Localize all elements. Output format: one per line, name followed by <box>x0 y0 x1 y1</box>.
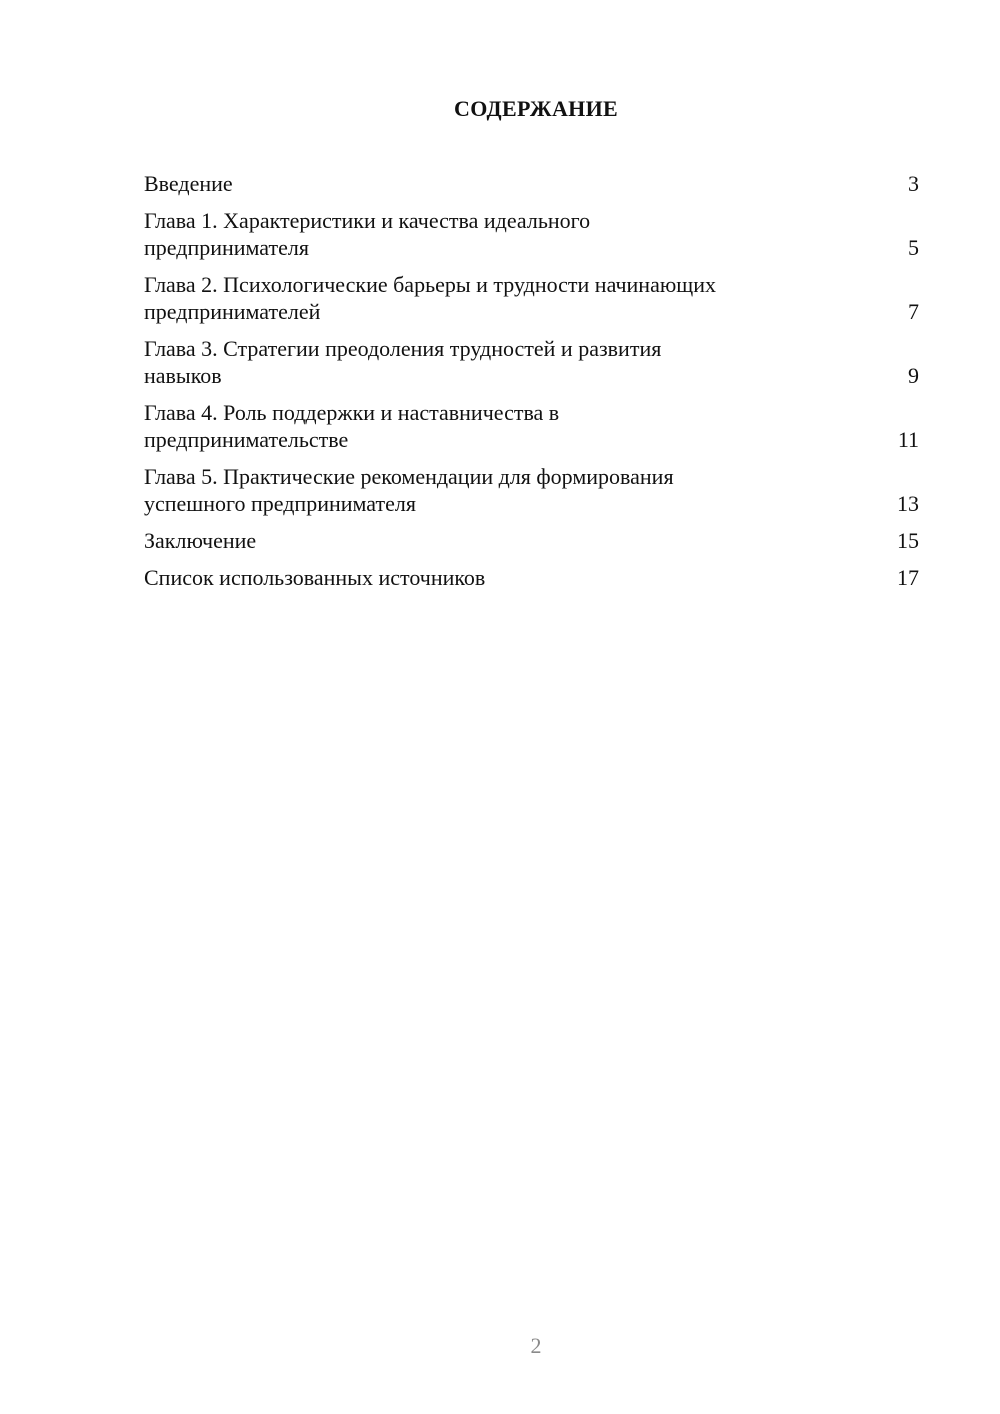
toc-heading: СОДЕРЖАНИЕ <box>454 96 618 121</box>
toc-entry-title <box>144 170 824 197</box>
toc-entry-chapter-1 <box>144 207 919 261</box>
toc-entry-page: 7 <box>908 299 919 324</box>
toc-entry-references <box>144 564 919 591</box>
toc-entry-chapter-4 <box>144 399 919 453</box>
toc-entry-conclusion <box>144 527 919 554</box>
toc-entry-page: 11 <box>897 427 919 452</box>
toc-entry-chapter-2 <box>144 271 919 325</box>
toc-entry-page: 15 <box>897 528 919 553</box>
toc-entry-line: Глава 5. Практические рекомендации для формирования <box>144 464 674 489</box>
toc-entry-title <box>144 399 824 453</box>
toc-entry-title <box>144 335 824 389</box>
toc-entry-chapter-5 <box>144 463 919 517</box>
toc-entry-line: предпринимательстве <box>144 427 349 452</box>
toc-entry-line: успешного предпринимателя <box>144 491 416 516</box>
toc-entry-line: Глава 3. Стратегии преодоления трудностей и развития <box>144 336 662 361</box>
page-number: 2 <box>530 1333 542 1358</box>
toc-entry-page: 9 <box>908 363 919 388</box>
toc-entry-chapter-3 <box>144 335 919 389</box>
toc-entry-introduction <box>144 170 919 197</box>
toc-entry-title <box>144 463 824 517</box>
toc-entry-line: предпринимателей <box>144 299 321 324</box>
toc-entry-page: 3 <box>908 171 919 196</box>
toc-entry-title <box>144 564 824 591</box>
toc-entry-line: Заключение <box>144 528 257 553</box>
toc-entry-title <box>144 527 824 554</box>
toc-entry-line: Глава 1. Характеристики и качества идеального <box>144 208 591 233</box>
toc-entry-page: 17 <box>897 565 919 590</box>
toc-entry-line: Глава 4. Роль поддержки и наставничества в <box>144 400 560 425</box>
toc-entry-line: Введение <box>144 171 233 196</box>
toc-entry-page: 13 <box>897 491 919 516</box>
toc-entry-line: Список использованных источников <box>144 565 486 590</box>
table-of-contents <box>144 170 919 601</box>
toc-entry-page: 5 <box>908 235 919 260</box>
toc-entry-line: предпринимателя <box>144 235 309 260</box>
toc-entry-title <box>144 207 824 261</box>
toc-entry-line: навыков <box>144 363 222 388</box>
toc-entry-title <box>144 271 824 325</box>
toc-entry-line: Глава 2. Психологические барьеры и трудности начинающих <box>144 272 716 297</box>
